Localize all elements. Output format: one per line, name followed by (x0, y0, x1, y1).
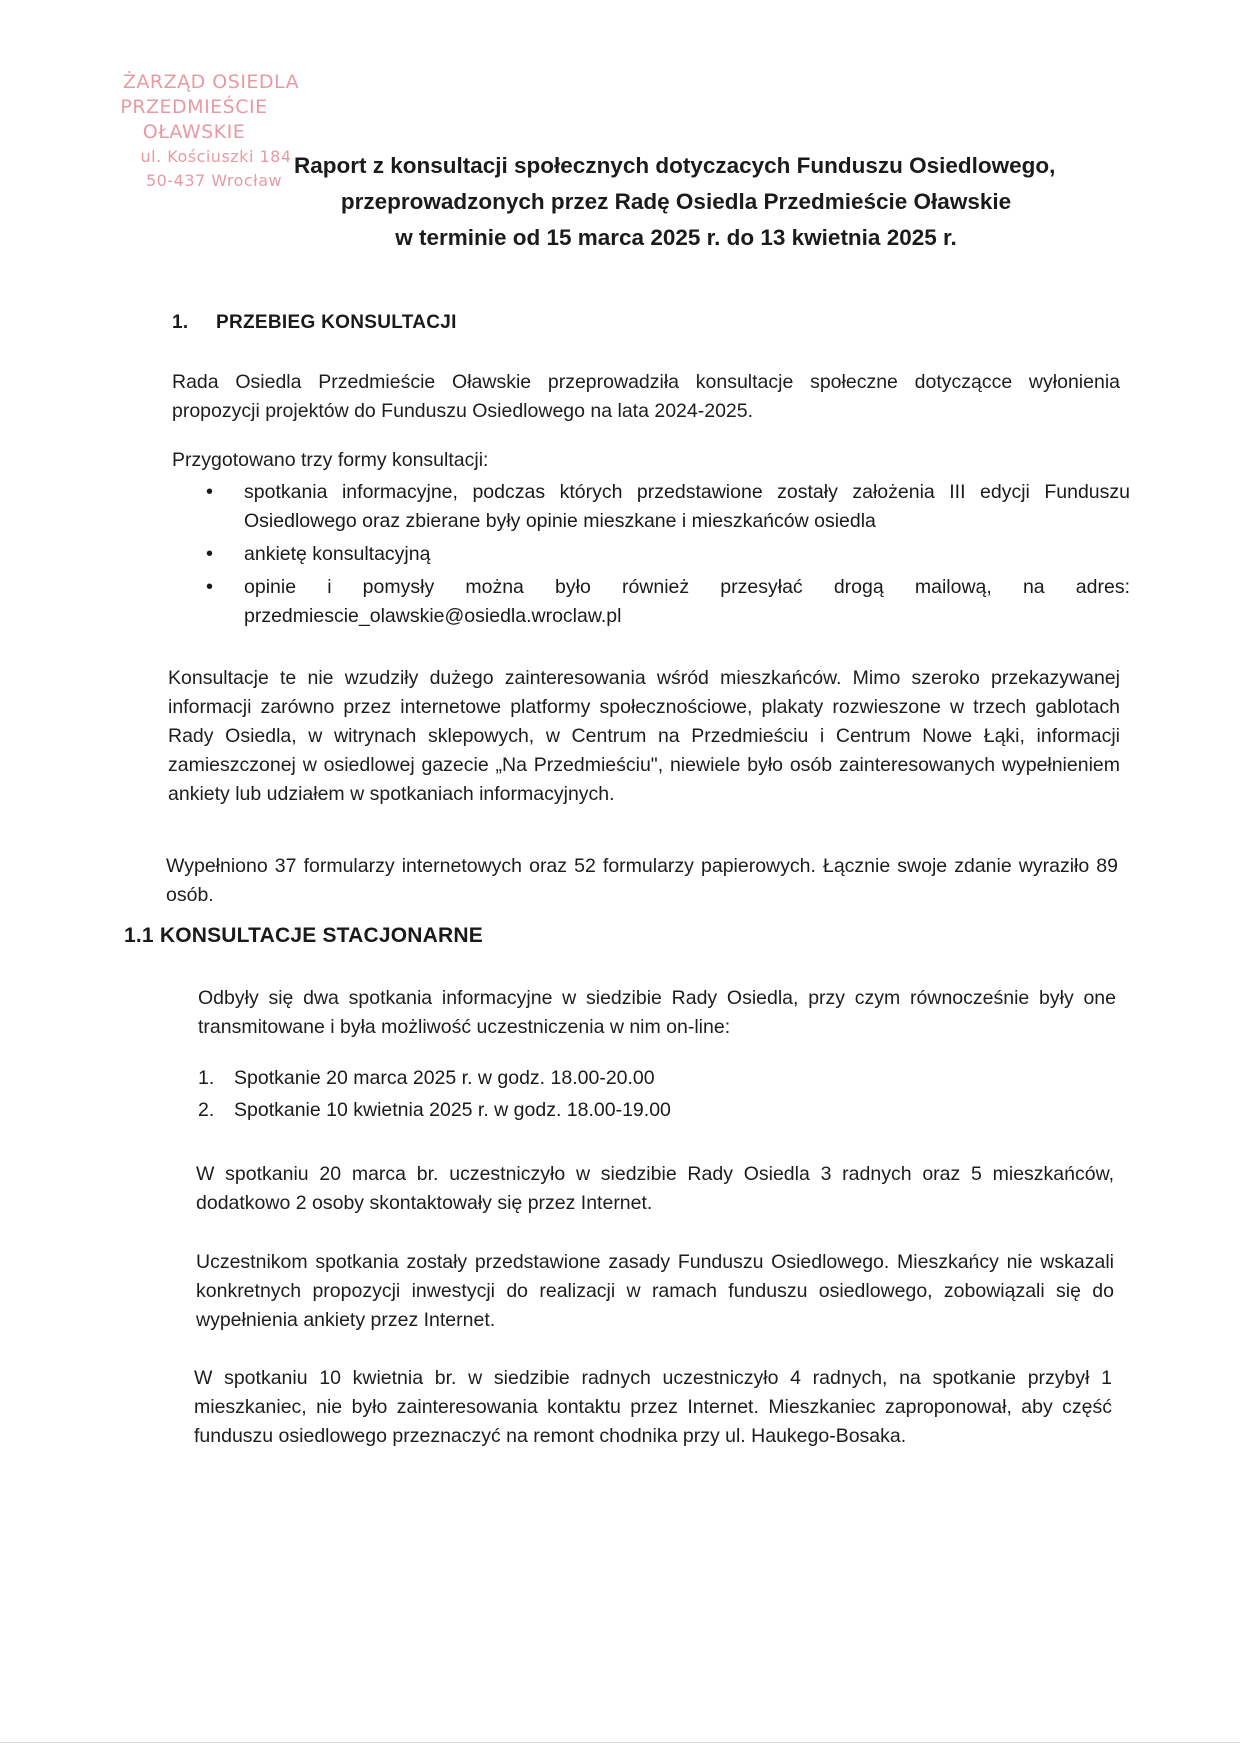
stamp-line-4: 50-437 Wrocław (146, 171, 283, 190)
meeting-1-paragraph: W spotkaniu 20 marca br. uczestniczyło w siedzibie Rady Osiedla 3 radnych oraz 5 mieszkańców, dodatkowo 2 osoby skontaktowały się przez Internet. (196, 1163, 1114, 1214)
filled-forms-paragraph: Wypełniono 37 formularzy internetowych oraz 52 formularzy papierowych. Łącznie swoje zdanie wyraziło 89 osób. (166, 855, 1118, 906)
list-item: • opinie i pomysły można było również przesyłać drogą mailową, na adres: przedmiescie_olawskie@osiedla.wroclaw.pl (200, 573, 1130, 631)
meeting-number: 1. (198, 1067, 215, 1089)
page-edge-divider (0, 1742, 1240, 1743)
title-line-2: przeprowadzonych przez Radę Osiedla Przedmieście Oławskie (340, 189, 1012, 214)
organization-stamp (84, 70, 304, 193)
list-item (198, 1062, 671, 1094)
meeting-principles-paragraph: Uczestnikom spotkania zostały przedstawione zasady Funduszu Osiedlowego. Mieszkańcy nie wskazali konkretnych propozycji inwestycji do realizacji w ramach funduszu osiedlowego, zobowiązali się do wypełnienia ankiety przez Internet. (196, 1251, 1114, 1331)
meeting-text: Spotkanie 20 marca 2025 r. w godz. 18.00-20.00 (234, 1067, 655, 1089)
section-1-intro: Rada Osiedla Przedmieście Oławskie przeprowadziła konsultacje społeczne dotyczącce wyłonienia propozycji projektów do Funduszu Osiedlowego na lata 2024-2025. (172, 371, 1120, 422)
meetings-list (198, 1062, 671, 1126)
title-line-1: Raport z konsultacji społecznych dotyczacych Funduszu Osiedlowego, (294, 153, 1056, 178)
section-1-title: PRZEBIEG KONSULTACJI (216, 312, 457, 333)
forms-list (200, 478, 1130, 635)
meeting-2-paragraph: W spotkaniu 10 kwietnia br. w siedzibie radnych uczestniczyło 4 radnych, na spotkanie przybył 1 mieszkaniec, nie było zainteresowania kontaktu przez Internet. Mieszkaniec zaproponował, aby część funduszu osiedlowego przeznaczyć na remont chodnika przy ul. Haukego-Bosaka. (194, 1367, 1112, 1447)
section-1-1-intro: Odbyły się dwa spotkania informacyjne w siedzibie Rady Osiedla, przy czym równocześnie były one transmitowane i była możliwość uczestniczenia w nim on-line: (198, 987, 1116, 1038)
list-item (198, 1094, 671, 1126)
forms-lead: Przygotowano trzy formy konsultacji: (172, 449, 489, 471)
list-item: • ankietę konsultacyjną (200, 540, 1130, 569)
section-1-1-heading: 1.1 KONSULTACJE STACJONARNE (124, 924, 483, 947)
section-1-heading (172, 312, 457, 334)
stamp-line-2: PRZEDMIEŚCIE OŁAWSKIE (120, 96, 268, 143)
section-1-number: 1. (172, 312, 189, 333)
stamp-line-3: ul. Kościuszki 184 (140, 147, 292, 166)
title-line-3: w terminie od 15 marca 2025 r. do 13 kwietnia 2025 r. (395, 225, 957, 250)
report-title (296, 148, 1056, 256)
meeting-number: 2. (198, 1099, 215, 1121)
list-item: • spotkania informacyjne, podczas których przedstawione zostały założenia III edycji Funduszu Osiedlowego oraz zbierane były opinie mieszkane i mieszkańców osiedla (200, 478, 1130, 536)
meeting-text: Spotkanie 10 kwietnia 2025 r. w godz. 18.00-19.00 (234, 1099, 671, 1121)
interest-paragraph: Konsultacje te nie wzudziły dużego zainteresowania wśród mieszkańców. Mimo szeroko przekazywanej informacji zarówno przez internetowe platformy społecznościowe, plakaty rozwieszone w trzech gablotach Rady Osiedla, w witrynach sklepowych, w Centrum na Przedmieściu i Centrum Nowe Łąki, informacji zamieszczonej w osiedlowej gazecie „Na Przedmieściu", niewiele było osób zainteresowanych wypełnieniem ankiety lub udziałem w spotkaniach informacyjnych. (168, 667, 1120, 805)
stamp-line-1: ŻARZĄD OSIEDLA (122, 71, 300, 93)
